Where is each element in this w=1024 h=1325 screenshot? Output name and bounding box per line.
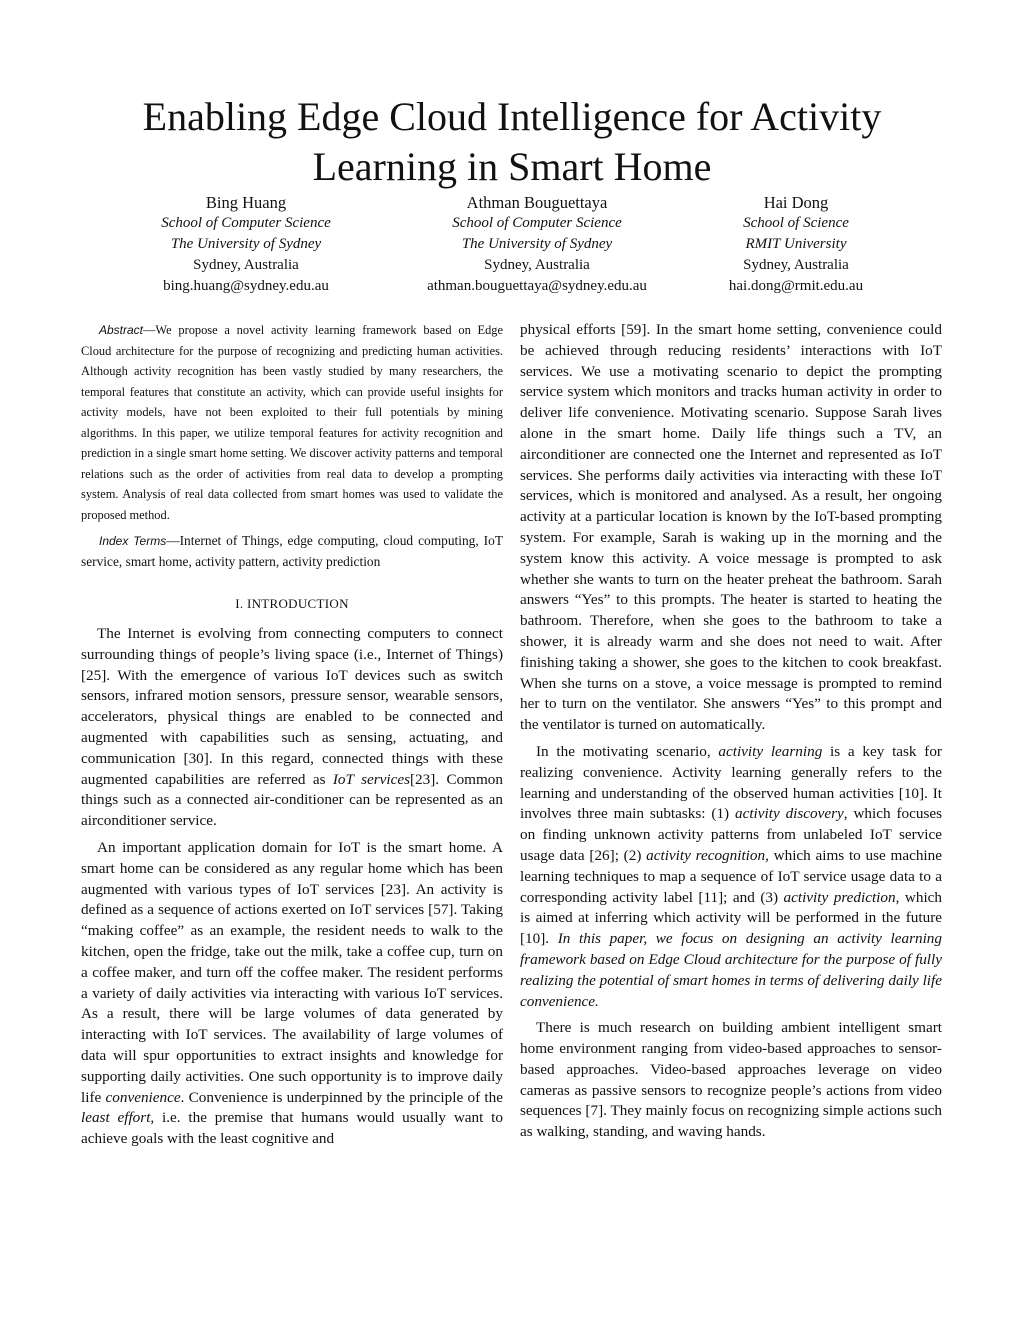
paragraph-3: physical efforts [59]. In the smart home setting, convenience could be achieved through reducing residents’ interactions with IoT services. We use a motivating scenario to depict the prompting service system which monitors and tracks human activity in order to deliver life convenience. Motivating scenario. Suppose Sarah lives alone in the smart home. Daily life things such a TV, an airconditioner are connected one the Internet and represented as IoT services. She performs daily activities via interacting with these IoT services, which is monitored and analysed. As a result, her ongoing activity at a particular location is known by the IoT-based prompting system. For example, Sarah is waking up in the morning and the system know this activity. A voice message is prompted to ask whether she wants to turn on the heater preheat the bathroom. Sarah answers “Yes” to this prompts. The heater is started to heating the bathroom. Therefore, when she goes to the bathroom to take a shower, it is already warm and she does not need to wait. After finishing taking a shower, she goes to the kitchen to cook breakfast. When she turns on a stove, a voice message is prompted to remind her to turn on the ventilator. She answers “Yes” to this prompt and the ventilator is turned on automatically. xyxy=(520,321,942,734)
paper-title xyxy=(0,92,1024,192)
paragraph-1 xyxy=(81,624,503,832)
text-run: , which focuses on finding unknown activity patterns from unlabeled IoT service usage data [26]; (2) xyxy=(520,805,943,864)
index-terms-label: Index Terms xyxy=(99,534,167,548)
author-block-3 xyxy=(646,192,946,297)
emphasis: convenience xyxy=(105,1088,181,1106)
text-run: [23]. Common things such as a connected air-conditioner can be represented as an airconditioner service. xyxy=(81,770,503,830)
author-email: bing.huang@sydney.edu.au xyxy=(163,278,329,294)
author-location: Sydney, Australia xyxy=(743,257,849,273)
text-run: . Convenience is underpinned by the principle of the xyxy=(180,1088,503,1106)
author-name: Athman Bouguettaya xyxy=(466,193,608,212)
text-run: An important application domain for IoT is the smart home. A smart home can be considered as any regular home which has been augmented with various types of IoT services [23]. An activity is defined as a sequence of actions exerted on IoT services [57]. Taking “making coffee” as an example, the resident needs to walk to the kitchen, open the fridge, take out the milk, take a coffee cup, turn on a coffee maker, and turn off the coffee maker. The resident performs a variety of daily activities via interacting with various IoT services. As a result, there will be large volumes of data generated by interacting with IoT services. The availability of large volumes of data will spur opportunities to extract insights and knowledge for supporting daily activities. One such opportunity is to improve daily life xyxy=(81,838,503,1106)
text-run: The Internet is evolving from connecting computers to connect surrounding things of people’s living space (i.e., Internet of Things)[25]. With the emergence of various IoT devices such as switch sensors, infrared motion sensors, pressure sensor, wearable sensors, accelerators, physical things are enabled to be connected and augmented with capabilities such as sensing, actuating, and communication [30]. In this regard, connected things with these augmented capabilities are referred as xyxy=(81,625,503,788)
text-run: is a key task for realizing convenience. Activity learning generally refers to the learning and understanding of the observed human activities [10]. It involves three main subtasks: (1) xyxy=(520,742,942,823)
author-name: Hai Dong xyxy=(763,193,829,212)
index-terms-text: —Internet of Things, edge computing, cloud computing, IoT service, smart home, activity pattern, activity prediction xyxy=(81,533,503,569)
title-line-1: Enabling Edge Cloud Intelligence for Activity xyxy=(142,94,882,139)
section-heading: I. INTRODUCTION xyxy=(235,596,349,611)
emphasis: In this paper, we focus on designing an activity learning framework based on Edge Cloud architecture for the purpose of fully realizing the potential of smart homes in terms of delivering daily life convenience. xyxy=(520,930,942,1010)
text-run: , i.e. the premise that humans would usually want to achieve goals with the least cognitive and xyxy=(81,1109,503,1148)
right-column xyxy=(520,320,942,1143)
text-run: , which aims to use machine learning techniques to map a sequence of IoT service usage data to a corresponding activity label [11]; and (3) xyxy=(520,846,942,906)
index-terms xyxy=(81,531,503,572)
emphasis: activity learning xyxy=(718,742,823,760)
author-name: Bing Huang xyxy=(205,193,287,212)
paragraph-4 xyxy=(520,742,942,1012)
paragraph-2 xyxy=(81,838,503,1150)
author-location: Sydney, Australia xyxy=(484,257,590,273)
author-block-1 xyxy=(96,192,396,297)
emphasis: activity prediction xyxy=(783,888,896,906)
emphasis: IoT services xyxy=(332,770,410,788)
emphasis: least effort xyxy=(81,1109,151,1127)
emphasis: activity recognition xyxy=(646,846,766,864)
author-univ: The University of Sydney xyxy=(170,236,322,252)
author-dept: School of Computer Science xyxy=(161,215,331,231)
text-run: , which is aimed at inferring which activity will be performed in the future [10]. xyxy=(520,888,943,948)
author-dept: School of Science xyxy=(743,215,849,231)
author-location: Sydney, Australia xyxy=(193,257,299,273)
text-run: In the motivating scenario, xyxy=(536,742,719,760)
abstract-text: —We propose a novel activity learning framework based on Edge Cloud architecture for the purpose of recognizing and predicting human activities. Although activity recognition has been vastly studied by many researchers, the temporal features that constitute an activity, which can provide useful insights for activity models, have not been exploited to their full potentials by mining algorithms. In this paper, we utilize temporal features for activity recognition and prediction in a single smart home setting. We discover activity patterns and temporal relations such as the order of activities from real data to develop a prompting system. Analysis of real data collected from smart homes was used to validate the proposed method. xyxy=(81,323,503,522)
left-column xyxy=(81,320,503,1150)
title-line-2: Learning in Smart Home xyxy=(312,144,712,189)
abstract-paragraph xyxy=(81,320,503,525)
author-email: hai.dong@rmit.edu.au xyxy=(728,278,864,294)
intro-body-left xyxy=(81,624,503,1150)
author-univ: The University of Sydney xyxy=(461,236,613,252)
emphasis: activity discovery xyxy=(735,805,844,823)
abstract-label: Abstract xyxy=(99,323,144,337)
author-email: athman.bouguettaya@sydney.edu.au xyxy=(427,278,647,294)
abstract xyxy=(81,320,503,572)
author-univ: RMIT University xyxy=(745,236,847,252)
author-dept: School of Computer Science xyxy=(452,215,622,231)
paragraph-5: There is much research on building ambient intelligent smart home environment ranging from video-based approaches to sensor-based approaches. Video-based approaches leverage on video cameras as passive sensors to recognize people’s actions from video sequences [7]. They mainly focus on recognizing simple actions such as walking, standing, and waving hands. xyxy=(520,1019,942,1141)
author-block-2 xyxy=(387,192,687,297)
